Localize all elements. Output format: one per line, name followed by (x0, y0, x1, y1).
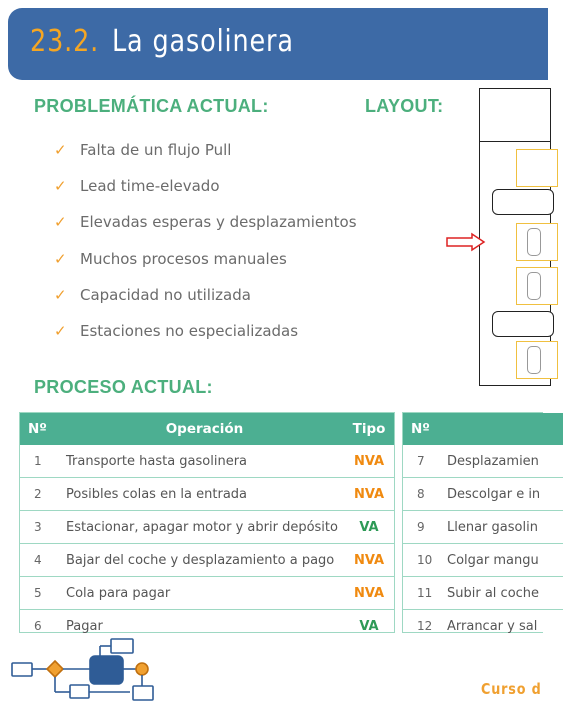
check-icon: ✓ (54, 285, 67, 304)
page-title: La gasolinera (112, 24, 294, 59)
island-box (492, 189, 554, 215)
table-row: 5 Cola para pagar NVA (20, 577, 394, 610)
list-item: ✓ Lead time-elevado (54, 177, 220, 196)
col-num-header: Nº (20, 413, 65, 445)
title-banner (8, 8, 548, 80)
process-table-right (402, 412, 543, 633)
check-icon: ✓ (54, 177, 67, 196)
layout-heading: LAYOUT: (365, 96, 444, 116)
col-type-header: Tipo (344, 413, 394, 445)
proceso-heading: PROCESO ACTUAL: (34, 377, 213, 397)
island-box (492, 311, 554, 337)
col-num-header: Nº (403, 413, 446, 445)
problem-list (54, 132, 357, 349)
car-slot (516, 341, 558, 379)
table-row: 12 Arrancar y sal (417, 618, 538, 634)
pump-station-box (516, 149, 558, 187)
table-header-row (403, 413, 563, 445)
table-row: 6 Pagar VA (34, 618, 379, 634)
col-operation-header: Operación (65, 413, 344, 445)
col-operation-header (446, 413, 563, 445)
problematica-heading: PROBLEMÁTICA ACTUAL: (34, 96, 269, 116)
car-slot (516, 267, 558, 305)
table-header-row (20, 413, 394, 445)
section-number: 23.2. (30, 24, 100, 59)
footer-course-label: Curso d (481, 680, 542, 698)
list-item: ✓ Estaciones no especializadas (54, 322, 299, 341)
process-table-left (19, 412, 395, 633)
layout-diagram (479, 88, 551, 386)
table-row: 8 Descolgar e in (403, 478, 563, 511)
check-icon: ✓ (54, 322, 67, 341)
list-item: ✓ Falta de un flujo Pull (54, 141, 232, 160)
table-row: 10 Colgar mangu (403, 544, 563, 577)
list-item: ✓ Elevadas esperas y desplazamientos (54, 213, 357, 232)
car-icon (527, 272, 541, 300)
table-row: 4 Bajar del coche y desplazamiento a pago NVA (20, 544, 394, 577)
list-item: ✓ Capacidad no utilizada (54, 285, 251, 304)
table-row: 9 Llenar gasolin (403, 511, 563, 544)
check-icon: ✓ (54, 213, 67, 232)
table-row: 2 Posibles colas en la entrada NVA (20, 478, 394, 511)
table-row: 7 Desplazamien (403, 445, 563, 478)
check-icon: ✓ (54, 249, 67, 268)
car-icon (527, 228, 541, 256)
car-icon (527, 346, 541, 374)
table-row: 3 Estacionar, apagar motor y abrir depósito VA (20, 511, 394, 544)
check-icon: ✓ (54, 141, 67, 160)
table-row: 11 Subir al coche (403, 577, 563, 610)
arrow-right-icon (446, 233, 486, 251)
list-item: ✓ Muchos procesos manuales (54, 249, 287, 268)
car-slot (516, 223, 558, 261)
layout-divider (480, 141, 550, 142)
table-row: 1 Transporte hasta gasolinera NVA (20, 445, 394, 478)
process-flow-logo (10, 634, 160, 708)
